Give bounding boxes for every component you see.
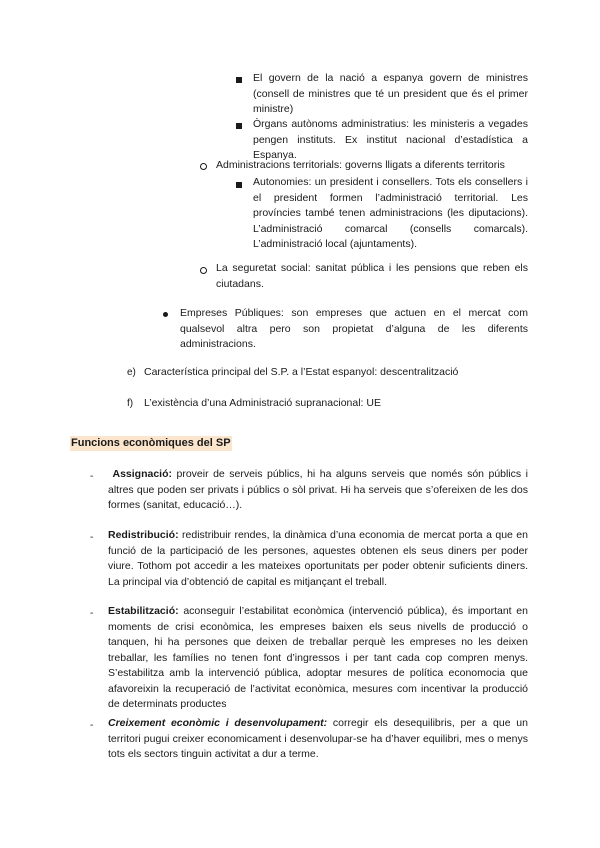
list-item: Autonomies: un president i consellers. Tots els consellers i el president formen l’administració territorial. Les províncies també tenen administracions (les diputacions). L’administració comarcal (consells comarcals). L’administració local (ajuntaments). [253, 176, 528, 250]
list-item: Administracions territorials: governs lligats a diferents territoris [216, 159, 505, 171]
list-item: Empreses Públiques: son empreses que actuen en el mercat com qualsevol altra pero son propietat d’alguna de les diferents administracions. [180, 307, 528, 350]
square-bullet-icon [236, 77, 242, 83]
dash-bullet: - [90, 608, 94, 619]
list-item: Característica principal del S.P. a l’Estat espanyol: descentralització [144, 366, 459, 378]
function-item [108, 604, 528, 713]
function-description: proveir de serveis públics, hi ha alguns serveis que només són públics i altres que poden ser privats i públics o sòl privat. Hi ha serveis que s’ofereixen de les dos formes (sanitat, educació…). [108, 468, 529, 511]
function-term: Estabilització: [108, 605, 179, 617]
section-heading: Funcions econòmiques del SP [71, 437, 231, 449]
function-item [108, 467, 528, 514]
square-bullet-icon [236, 123, 242, 129]
function-term: Creixement econòmic i desenvolupament: [108, 717, 328, 729]
list-item: L’existència d’una Administració supranacional: UE [144, 397, 381, 409]
circle-bullet-icon [200, 267, 207, 274]
list-item: La seguretat social: sanitat pública i les pensions que reben els ciutadans. [216, 262, 528, 290]
circle-bullet-icon [200, 163, 207, 170]
list-item: El govern de la nació a espanya govern de ministres (consell de ministres que té un president que és el primer ministre) [253, 72, 528, 115]
function-description: redistribuir rendes, la dinàmica d’una economia de mercat porta a que en funció de la participació de les persones, aquestes obtenen els seus diners per poder viure. Tothom pot accedir a les mateixes oportunitats per poder obtenir suficients diners. La principal via d’obtenció de capital es mitjançant el treball. [108, 529, 528, 588]
list-letter: f) [127, 398, 134, 409]
list-letter: e) [127, 367, 136, 378]
function-description: corregir els desequilibris, per a que un territori pugui creixer economicament i desenvolupar-se ha d’haver equilibri, mes o menys tots els sectors tinguin activitat a dur a terme. [108, 717, 528, 760]
dash-bullet: - [90, 720, 94, 731]
disc-bullet-icon [163, 312, 168, 317]
list-item: Òrgans autònoms administratius: les ministeris a vegades pengen instituts. Ex institut nacional d’estadística a Espanya. [253, 118, 528, 161]
function-item [108, 528, 528, 590]
square-bullet-icon [236, 182, 242, 188]
dash-bullet: - [90, 532, 94, 543]
dash-bullet: - [90, 471, 94, 482]
function-item [108, 716, 528, 763]
function-description: aconseguir l’estabilitat econòmica (intervenció pública), és important en moments de crisi econòmica, les empreses baixen els seus nivells de producció o tanquen, hi ha persones que deixen de treballar perquè les empreses no les deixen treballar, les famílies no tenen font d’ingressos i per tant cada cop compren menys. S’estabilitza amb la intervenció pública, adoptar mesures de política economocia que afavoreixin la recuperació de l’activitat econòmica, mesures com incentivar la producció de determinats productes [108, 605, 528, 710]
function-term: Redistribució: [108, 529, 179, 541]
function-term: Assignació: [112, 468, 173, 480]
